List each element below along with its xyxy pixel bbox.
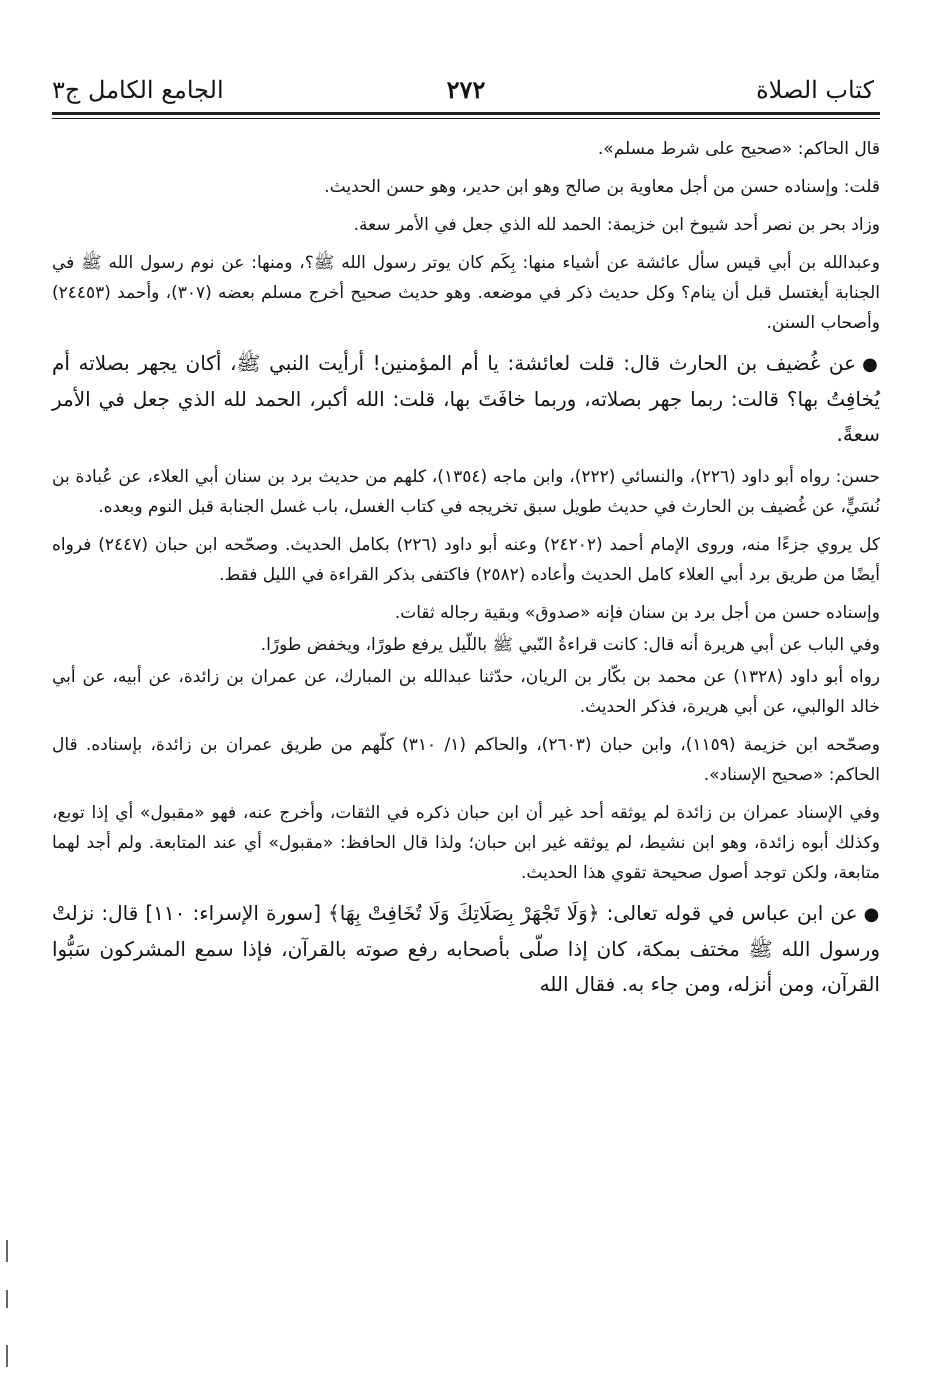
paragraph-text: وإسناده حسن من أجل برد بن سنان فإنه «صدوق» وبقية رجاله ثقات. xyxy=(394,603,880,623)
page-number: ٢٧٢ xyxy=(446,75,486,104)
scan-margin-mark xyxy=(6,1240,8,1262)
paragraph-text: رواه أبو داود (١٣٢٨) عن محمد بن بكّار بن الريان، حدّثنا عبدالله بن المبارك، عن عمران بن زائدة، عن أبيه، عن أبي خالد الوالبي، عن أبي هريرة، فذكر الحديث. xyxy=(52,667,880,717)
hadith-paragraph xyxy=(52,896,880,1002)
scan-margin-mark xyxy=(6,1290,8,1308)
paragraph-text: عن ابن عباس في قوله تعالى: ﴿وَلَا تَجْهَرْ بِصَلَاتِكَ وَلَا تُخَافِتْ بِهَا﴾ [سورة الإسراء: ١١٠] قال: نزلتْ ورسول الله ﷺ مختف بمكة، كان إذا صلّى بأصحابه رفع صوته بالقرآن، فإذا سمع المشركون سَبُّوا القرآن، ومن أنزله، ومن جاء به. فقال الله xyxy=(52,901,880,996)
paragraph-text: قلت: وإسناده حسن من أجل معاوية بن صالح وهو ابن حدير، وهو حسن الحديث. xyxy=(324,177,880,197)
hadith-paragraph xyxy=(52,346,880,452)
paragraph-text: وعبدالله بن أبي قيس سأل عائشة عن أشياء منها: بِكَم كان يوتر رسول الله ﷺ؟، ومنها: عن نوم رسول الله ﷺ في الجنابة أيغتسل قبل أن ينام؟ وكل حديث ذكر في موضعه. وهو حديث صحيح أخرج مسلم بعضه (٣٠٧)، وأحمد (٢٤٤٥٣) وأصحاب السنن. xyxy=(52,253,880,333)
paragraph-text: عن غُضيف بن الحارث قال: قلت لعائشة: يا أم المؤمنين! أرأيت النبي ﷺ، أكان يجهر بصلاته أم يُخافِتُ بها؟ قالت: ربما جهر بصلاته، وربما خافَتَ بها، قلت: الله أكبر، الحمد لله الذي جعل في الأمر سعةً. xyxy=(52,351,880,446)
scan-margin-mark xyxy=(6,1345,8,1367)
book-title: الجامع الكامل ج٣ xyxy=(52,76,224,104)
book-page xyxy=(52,70,880,1012)
commentary-paragraph xyxy=(52,134,880,164)
paragraph-text: كل يروي جزءًا منه، وروى الإمام أحمد (٢٤٢٠٢) وعنه أبو داود (٢٢٦) بكامل الحديث. وصحّحه ابن حبان (٢٤٤٧) فرواه أيضًا من طريق برد أبي العلاء كامل الحديث وأعاده (٢٥٨٢) فاكتفى بذكر القراءة في الليل فقط. xyxy=(52,535,880,585)
commentary-paragraph xyxy=(52,662,880,722)
paragraph-text: قال الحاكم: «صحيح على شرط مسلم». xyxy=(597,139,880,159)
paragraph-text: وفي الإسناد عمران بن زائدة لم يوثقه أحد غير أن ابن حبان ذكره في الثقات، وأخرج عنه، فهو «مقبول» أي إذا توبع، وكذلك أبوه زائدة، وهو ابن نشيط، لم يوثقه غير ابن حبان؛ ولذا قال الحافظ: «مقبول» أي عند المتابعة. ولم أجد لهما متابعة، ولكن توجد أصول صحيحة تقوي هذا الحديث. xyxy=(52,803,880,883)
page-body xyxy=(52,134,880,1002)
paragraph-text: وزاد بحر بن نصر أحد شيوخ ابن خزيمة: الحمد لله الذي جعل في الأمر سعة. xyxy=(353,215,880,235)
commentary-paragraph xyxy=(52,598,880,628)
commentary-paragraph xyxy=(52,630,880,660)
paragraph-text: وصحّحه ابن خزيمة (١١٥٩)، وابن حبان (٢٦٠٣)، والحاكم (١/ ٣١٠) كلّهم من طريق عمران بن زائدة، بإسناده. قال الحاكم: «صحيح الإسناد». xyxy=(52,735,880,785)
header-rule-thick xyxy=(52,112,880,115)
commentary-paragraph xyxy=(52,172,880,202)
paragraph-text: حسن: رواه أبو داود (٢٢٦)، والنسائي (٢٢٢)، وابن ماجه (١٣٥٤)، كلهم من حديث برد بن سنان أبي العلاء، عن عُبادة بن نُسَيٍّ، عن غُضيف بن الحارث في حديث طويل سبق تخريجه في كتاب الغسل، باب غسل الجنابة قبل النوم وبعده. xyxy=(52,467,880,517)
bullet-marker: ● xyxy=(863,904,880,925)
paragraph-text: وفي الباب عن أبي هريرة أنه قال: كانت قراءةُ النّبي ﷺ باللّيل يرفع طورًا، ويخفض طورًا. xyxy=(260,635,880,655)
commentary-paragraph xyxy=(52,530,880,590)
header-rule-thin xyxy=(52,118,880,119)
chapter-title: كتاب الصلاة xyxy=(756,76,874,104)
commentary-paragraph xyxy=(52,248,880,338)
page-header xyxy=(52,70,880,116)
commentary-paragraph xyxy=(52,462,880,522)
bullet-marker: ● xyxy=(862,354,880,375)
commentary-paragraph xyxy=(52,730,880,790)
commentary-paragraph xyxy=(52,210,880,240)
commentary-paragraph xyxy=(52,798,880,888)
